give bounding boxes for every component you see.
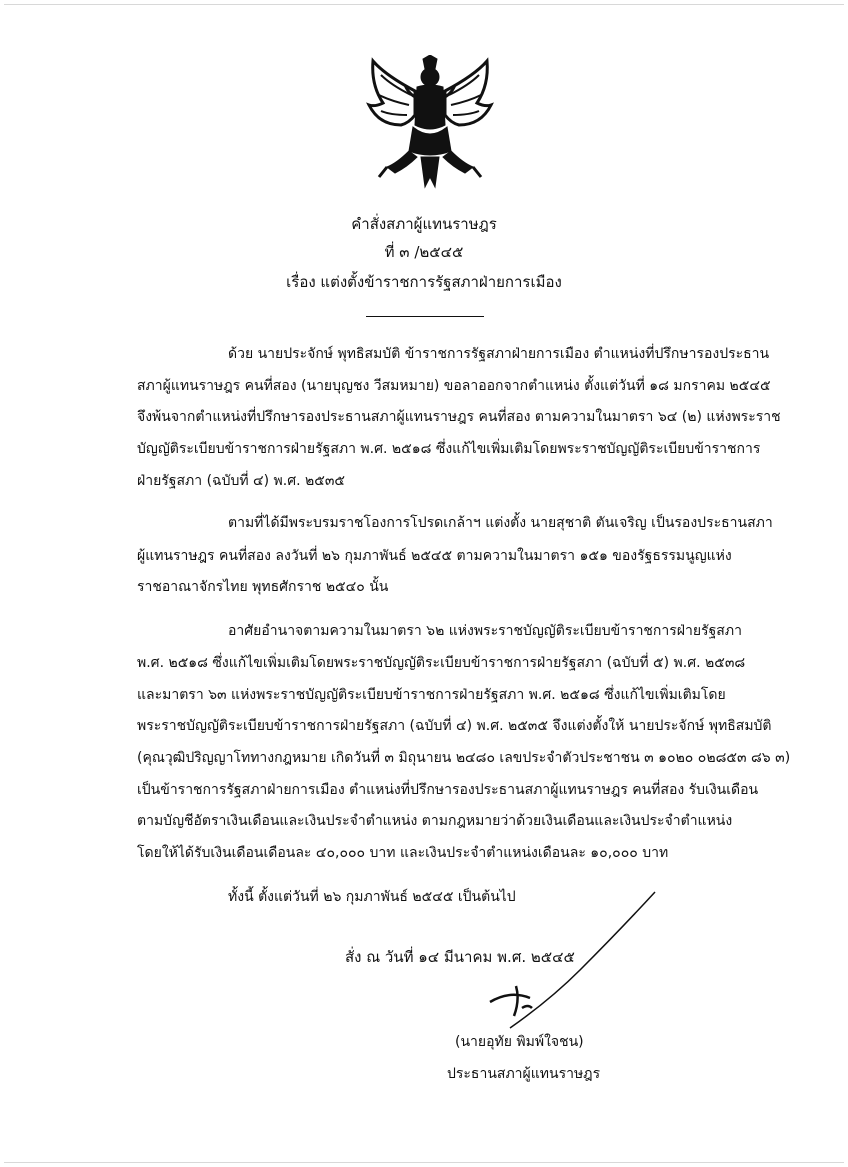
paragraph-line: สภาผู้แทนราษฎร คนที่สอง (นายบุญชง วีสมหมาย) ขอลาออกจากตำแหน่ง ตั้งแต่วันที่ ๑๘ มกราคม ๒๕๔๕ bbox=[137, 378, 771, 394]
paragraph-line: เป็นข้าราชการรัฐสภาฝ่ายการเมือง ตำแหน่งที่ปรึกษารองประธานสภาผู้แทนราษฎร คนที่สอง รับเงินเดือน bbox=[137, 782, 759, 798]
paragraph-line: ผู้แทนราษฎร คนที่สอง ลงวันที่ ๒๖ กุมภาพันธ์ ๒๕๔๕ ตามความในมาตรา ๑๕๑ ของรัฐธรรมนูญแห่ง bbox=[137, 548, 732, 564]
order-date: สั่ง ณ วันที่ ๑๔ มีนาคม พ.ศ. ๒๕๔๕ bbox=[345, 948, 575, 966]
paragraph-line: พ.ศ. ๒๕๑๘ ซึ่งแก้ไขเพิ่มเติมโดยพระราชบัญญัติระเบียบข้าราชการฝ่ายรัฐสภา (ฉบับที่ ๕) พ.ศ. ๒๕๓๘ bbox=[137, 655, 746, 671]
order-title: คำสั่งสภาผู้แทนราษฎร bbox=[351, 215, 497, 233]
paragraph-line: ราชอาณาจักรไทย พุทธศักราช ๒๕๔๐ นั้น bbox=[137, 579, 389, 595]
paragraph-line: ตามที่ได้มีพระบรมราชโองการโปรดเกล้าฯ แต่งตั้ง นายสุชาติ ตันเจริญ เป็นรองประธานสภา bbox=[228, 515, 773, 531]
order-number: ที่ ๓ /๒๕๔๕ bbox=[384, 243, 464, 261]
paragraph-line: ด้วย นายประจักษ์ พุทธิสมบัติ ข้าราชการรัฐสภาฝ่ายการเมือง ตำแหน่งที่ปรึกษารองประธาน bbox=[228, 346, 770, 362]
garuda-emblem-icon bbox=[365, 55, 495, 190]
paragraph-line: จึงพ้นจากตำแหน่งที่ปรึกษารองประธานสภาผู้แทนราษฎร คนที่สอง ตามความในมาตรา ๖๔ (๒) แห่งพระราช bbox=[137, 409, 781, 425]
paragraph-line: โดยให้ได้รับเงินเดือนเดือนละ ๔๐,๐๐๐ บาท และเงินประจำตำแหน่งเดือนละ ๑๐,๐๐๐ บาท bbox=[137, 845, 669, 861]
paragraph-line: ตามบัญชีอัตราเงินเดือนและเงินประจำตำแหน่ง ตามกฎหมายว่าด้วยเงินเดือนและเงินประจำตำแหน่ง bbox=[137, 813, 733, 829]
paragraph-line: ทั้งนี้ ตั้งแต่วันที่ ๒๖ กุมภาพันธ์ ๒๕๔๕ เป็นต้นไป bbox=[228, 889, 516, 905]
signatory-title: ประธานสภาผู้แทนราษฎร bbox=[447, 1066, 601, 1082]
paragraph-line: (คุณวุฒิปริญญาโททางกฎหมาย เกิดวันที่ ๓ มิถุนายน ๒๔๘๐ เลขประจำตัวประชาชน ๓ ๑๐๒๐ ๐๒๘๕๓ ๘๖ ๓) bbox=[137, 750, 791, 766]
paragraph-line: ฝ่ายรัฐสภา (ฉบับที่ ๔) พ.ศ. ๒๕๓๕ bbox=[137, 473, 346, 489]
paragraph-line: และมาตรา ๖๓ แห่งพระราชบัญญัติระเบียบข้าราชการฝ่ายรัฐสภา พ.ศ. ๒๕๑๘ ซึ่งแก้ไขเพิ่มเติมโดย bbox=[137, 687, 726, 703]
signatory-name: (นายอุทัย พิมพ์ใจชน) bbox=[455, 1034, 584, 1050]
paragraph-line: พระราชบัญญัติระเบียบข้าราชการฝ่ายรัฐสภา (ฉบับที่ ๔) พ.ศ. ๒๕๓๕ จึงแต่งตั้งให้ นายประจักษ์ พุทธิสมบัติ bbox=[137, 718, 772, 734]
paragraph-line: อาศัยอำนาจตามความในมาตรา ๖๒ แห่งพระราชบัญญัติระเบียบข้าราชการฝ่ายรัฐสภา bbox=[228, 623, 742, 639]
header-divider bbox=[366, 316, 484, 317]
paragraph-line: บัญญัติระเบียบข้าราชการฝ่ายรัฐสภา พ.ศ. ๒๕๑๘ ซึ่งแก้ไขเพิ่มเติมโดยพระราชบัญญัติระเบียบข้าราชการ bbox=[137, 441, 761, 457]
order-subject: เรื่อง แต่งตั้งข้าราชการรัฐสภาฝ่ายการเมือง bbox=[286, 273, 562, 291]
